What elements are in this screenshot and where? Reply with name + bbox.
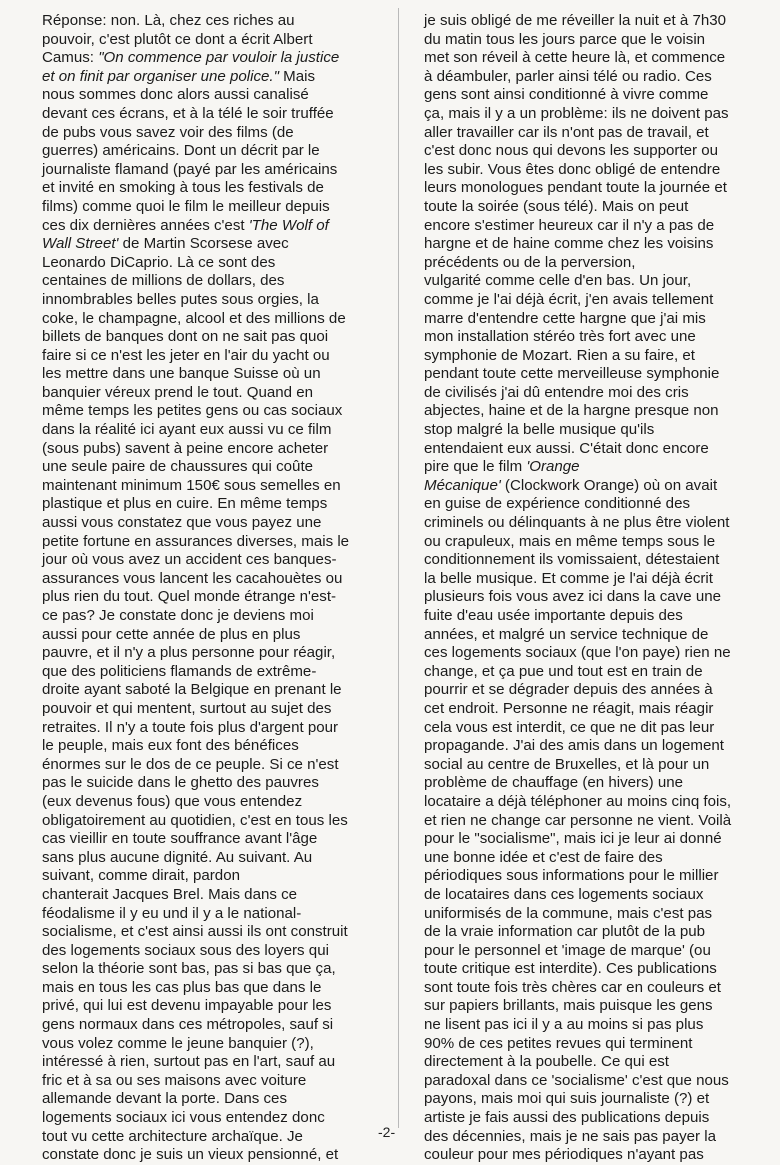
text-line: faire si ce n'est les jeter en l'air du yacht ou [42,346,330,364]
text-line: Mécanique' (Clockwork Orange) où on avait [424,476,718,494]
text-line: et rien ne change car personne ne vient. Voilà [424,811,732,829]
text-line: aussi pour cette année de plus en plus [42,625,301,643]
text-line: selon la théorie sont bas, pas si bas que ça, [42,960,336,978]
text-line: cela vous est interdit, ce que ne dit pas leur [424,718,715,736]
text-line: droite ayant saboté la Belgique en prenant le [42,681,342,699]
text-line: marre d'entendre cette hargne que j'ai mis [424,309,706,327]
text-line: ces dix dernières années c'est 'The Wolf of [42,216,329,234]
text-line: privé, qui lui est devenu impayable pour les [42,997,332,1015]
text-line: assurances vous lancent les cacahouètes ou [42,569,343,587]
text-line: pour le "socialisme", mais ici je leur ai donné [424,830,722,848]
text-line: Wall Street' de Martin Scorsese avec [42,235,289,253]
text-line: vous volez comme le jeune banquier (?), [42,1034,314,1052]
left-column [42,12,372,1165]
text-line: retraites. Il n'y a toute fois plus d'argent pour [42,718,339,736]
text-line: logements sociaux ici vous entendez donc [42,1109,325,1127]
text-line: plastique et plus en cuire. En même temps [42,495,328,513]
text-line: social au centre de Bruxelles, et là pour un [424,755,710,773]
text-line: ne lisent pas ici il y a au moins si pas plus [424,1016,704,1034]
text-line: cas vieillir en toute souffrance avant l'âge [42,830,318,848]
text-line: propagande. J'ai des amis dans un logement [424,737,724,755]
text-line: vulgarité comme celle d'en bas. Un jour, [424,272,692,290]
text-line: pour le personnel et 'image de marque' (ou [424,941,711,959]
text-line: suivant, comme dirait, pardon [42,867,240,885]
text-line: intéressé à rien, surtout pas en l'art, sauf au [42,1053,336,1071]
text-line: je suis obligé de me réveiller la nuit et à 7h30 [424,12,727,29]
text-line: maintenant minimum 150€ sous semelles en [42,476,341,494]
text-line: problème de chauffage (en hivers) une [424,774,683,792]
text-line: symphonie de Mozart. Rien a su faire, et [424,346,695,364]
text-line: pendant toute cette merveilleuse symphonie [424,365,720,383]
text-line: et on finit par organiser une police." Mais [42,67,316,85]
text-line: les subir. Vous êtes donc obligé de entendre [424,160,721,178]
text-line: allemande devant la porte. Dans ces [42,1090,288,1108]
text-line: toute critique est interdite). Ces publications [424,960,717,978]
text-line: stop malgré la belle musique qu'ils [424,421,655,439]
text-line: Leonardo DiCaprio. Là ce sont des [42,253,276,271]
text-line: obligatoirement au quotidien, c'est en tous les [42,811,348,829]
text-line: directement à la poubelle. Ce qui est [424,1053,670,1071]
text-line: pauvre, et il n'y a plus personne pour réagir, [42,644,336,662]
text-line: 90% de ces petites revues qui terminent [424,1034,693,1052]
text-line: comme je l'ai déjà écrit, j'en avais tellement [424,290,714,308]
text-line: fric et à sa ou ses maisons avec voiture [42,1071,307,1089]
text-line: payons, mais moi qui suis journaliste (?) et [424,1090,710,1108]
text-line: pouvoir, c'est plutôt ce dont a écrit Albert [42,30,313,48]
text-line: fuite d'eau usée importante depuis des [424,607,683,624]
text-line: ces logements sociaux (que l'on paye) rien ne [424,644,731,662]
text-line: ce pas? Je constate donc je deviens moi [42,607,314,624]
text-line: uniformisés de la commune, mais c'est pas [424,904,713,922]
text-line: paradoxal dans ce 'socialisme' c'est que nous [424,1071,729,1089]
right-column [424,12,760,1165]
text-line: la belle musique. Et comme je l'ai déjà écrit [424,569,713,587]
text-line: criminels ou délinquants à ne plus être violent [424,514,730,532]
text-line: socialisme, et c'est ainsi aussi ils ont construit [42,923,348,941]
text-line: sans plus aucune dignité. Au suivant. Au [42,848,313,866]
text-line: jour où vous avez un accident ces banques- [42,551,337,569]
text-line: locataire a déjà téléphoner au moins cinq fois, [424,792,732,810]
text-line: Camus: "On commence par vouloir la justice [42,49,340,67]
text-line: pourrir et se dégrader depuis des années à [424,681,713,699]
text-line: gens sont ainsi conditionné à vivre comme [424,86,709,104]
text-line: en guise de expérience conditionné des [424,495,691,513]
text-line: chanterait Jacques Brel. Mais dans ce [42,885,298,903]
text-line: précédents ou de la perversion, [424,253,636,271]
text-line: pas le suicide dans le ghetto des pauvres [42,774,319,792]
text-line: abjectes, haine et de la hargne presque non [424,402,719,420]
text-line: une seule paire de chaussures qui coûte [42,458,314,476]
text-line: de la vraie information car plutôt de la pub [424,923,706,941]
text-line: des décennies, mais je ne sais pas payer la [424,1127,716,1145]
text-line: de pubs vous savez voir des films (de [42,123,294,141]
text-line: à déambuler, parler ainsi télé ou radio. Ces [424,67,712,85]
text-line: guerres) américains. Dont un décrit par le [42,142,320,160]
text-line: coke, le champagne, alcool et des millions de [42,309,346,327]
text-line: leurs monologues pendant toute la journée et [424,179,727,197]
text-line: périodiques sous informations pour le millier [424,867,719,885]
text-line: journaliste flamand (payé par les américains [42,160,338,178]
text-line: sont toute fois très chères car en couleurs et [424,978,721,996]
text-line: les mettre dans une banque Suisse où un [42,365,321,383]
text-line: (eux devenus fous) que vous entendez [42,792,303,810]
text-line: mais en tous les cas plus bas que dans le [42,978,322,996]
text-line: du matin tous les jours parce que le voisin [424,30,706,48]
text-line: énormes sur le dos de ce peuple. Si ce n'est [42,755,339,773]
text-line: hargne et de haine comme chez les voisins [424,235,714,253]
text-line: aussi vous constatez que vous payez une [42,514,322,532]
text-line: féodalisme il y eu und il y a le national- [42,904,302,922]
text-line: banquier véreux prend le tout. Quand en [42,383,314,401]
text-line: de civilisés j'ai dû entendre moi des cris [424,383,689,401]
text-line: petite fortune en assurances diverses, mais le [42,532,350,550]
text-line: entendaient eux aussi. C'était donc encore [424,439,709,457]
text-line: c'est donc nous qui devons les supporter ou [424,142,719,160]
text-line: nous sommes donc alors aussi canalisé [42,86,309,104]
text-line: couleur pour mes périodiques n'ayant pas [424,1146,704,1164]
text-line: plusieurs fois vous avez ici dans la cave une [424,588,722,606]
text-line: artiste je fais aussi des publications depuis [424,1109,710,1127]
text-line: des logements sociaux sous des loyers qui [42,941,329,959]
column-divider [398,8,399,1128]
text-line: (sous pubs) savent à peine encore acheter [42,439,329,457]
text-line: ça, mais il y a un problème: ils ne doivent pas [424,104,729,122]
text-line: billets de banques dont on ne sait pas quoi [42,328,329,346]
text-line: sur papiers brillants, mais puisque les gens [424,997,713,1015]
text-line: de locataires dans ces logements sociaux [424,885,704,903]
text-line: dans la réalité ici ayant eux aussi vu ce film [42,421,332,439]
text-line: conditionnement ils vomissaient, détestaient [424,551,720,569]
text-line: années, et malgré un service technique de [424,625,709,643]
text-line: encore s'estimer heureux car il n'y a pas de [424,216,715,234]
page-number: -2- [378,1124,396,1140]
text-line: plus rien du tout. Quel monde étrange n'est- [42,588,337,606]
text-line: cet endroit. Personne ne réagit, mais réagir [424,699,714,717]
text-line: tout vu cette architecture archaïque. Je [42,1127,303,1145]
text-line: que des politiciens flamands de extrême- [42,662,317,680]
text-line: innombrables belles putes sous orgies, la [42,290,319,308]
text-line: et invité en smoking à tous les festivals de [42,179,324,197]
text-line: toute la soirée (sous télé). Mais on peut [424,197,689,215]
text-line: aller travailler car ils n'ont pas de travail, et [424,123,709,141]
text-line: centaines de millions de dollars, des [42,272,285,290]
text-line: constate donc je suis un vieux pensionné, et [42,1146,339,1164]
text-line: gens normaux dans ces métropoles, sauf si [42,1016,334,1034]
text-line: Réponse: non. Là, chez ces riches au [42,12,295,29]
text-line: pouvoir et qui mentent, surtout au sujet des [42,699,332,717]
text-line: le peuple, mais eux font des bénéfices [42,737,299,755]
text-line: mon installation stéréo très fort avec une [424,328,696,346]
text-line: ou crapuleux, mais en même temps sous le [424,532,716,550]
text-line: films) comme quoi le film le meilleur depuis [42,197,330,215]
text-line: une bonne idée et c'est de faire des [424,848,663,866]
text-line: change, et ça pue und tout est en train de [424,662,703,680]
text-line: devant ces écrans, et à la télé le soir truffée [42,104,334,122]
text-line: pire que le film 'Orange [424,458,580,476]
text-line: même temps les petites gens ou cas sociaux [42,402,343,420]
text-line: met son réveil à cette heure là, et commence [424,49,726,67]
